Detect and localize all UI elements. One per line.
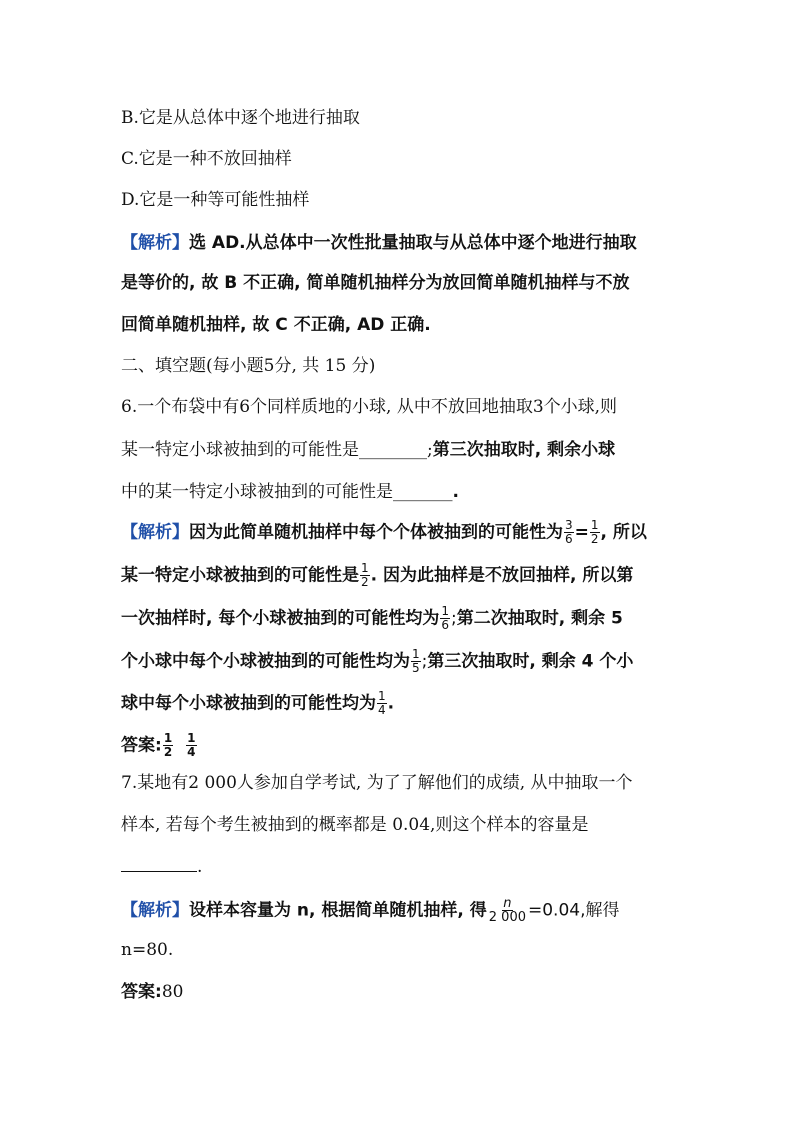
q7-line-1: 7.某地有2 000人参加自学考试, 为了了解他们的成绩, 从中抽取一个	[121, 773, 633, 793]
solution-tag: 【解析】	[121, 522, 189, 543]
answer-fraction-1-4: $\frac{1}{4}$	[187, 731, 196, 759]
q6-solution-text-2a: 某一特定小球被抽到的可能性是	[121, 565, 359, 586]
option-c: C.它是一种不放回抽样	[121, 149, 292, 169]
answer-value: 80	[161, 982, 184, 1002]
q7-line-2: 样本, 若每个考生被抽到的概率都是 0.04,则这个样本的容量是	[121, 815, 589, 835]
q6-line-2-a: 某一特定小球被抽到的可能性是________;	[121, 440, 433, 460]
section-heading: 二、填空题(每小题5分, 共 15 分)	[121, 356, 376, 376]
q6-solution-line-2	[121, 562, 684, 589]
q6-solution-line-4	[121, 648, 684, 675]
option-b: B.它是从总体中逐个地进行抽取	[121, 108, 360, 128]
q6-solution-line-5	[121, 690, 684, 717]
fraction-1-2: $\frac{1}{2}$	[590, 518, 599, 546]
q7-line-3-period: .	[197, 857, 203, 877]
q6-solution-text-3a: 一次抽样时, 每个小球被抽到的可能性均为	[121, 608, 440, 629]
q6-line-2-b: 第三次抽取时, 剩余小球	[432, 440, 616, 460]
q7-solution-line-2: n=80.	[121, 940, 174, 960]
fraction-3-6: $\frac{3}{6}$	[565, 518, 573, 546]
q7-line-3	[121, 855, 684, 879]
option-d: D.它是一种等可能性抽样	[121, 190, 310, 210]
solution-tag: 【解析】	[121, 233, 189, 253]
q7-solution-text-1b: =0.04,解得	[528, 900, 620, 921]
answer-label: 答案:	[121, 735, 162, 756]
fraction-1-6: $\frac{1}{6}$	[441, 604, 450, 632]
equals-sign: =	[574, 522, 589, 543]
q6-solution-text-5a: 球中每个小球被抽到的可能性均为	[121, 693, 376, 714]
q6-solution-text-4b: ;	[421, 651, 428, 672]
answer-fraction-1-2: $\frac{1}{2}$	[163, 731, 173, 759]
q6-solution-text-4c: 第三次抽取时, 剩余 4 个小	[427, 651, 634, 672]
q6-solution-text-2b: . 因为此抽样是不放回抽样, 所以第	[370, 565, 634, 586]
q5-solution-line-3: 回简单随机抽样, 故 C 不正确, AD 正确.	[121, 315, 431, 335]
fraction-1-4: $\frac{1}{4}$	[378, 689, 386, 717]
fraction-n-2000: $\frac{n}{2 000}$	[488, 896, 526, 925]
q5-solution-line-2: 是等价的, 故 B 不正确, 简单随机抽样分为放回简单随机抽样与不放	[121, 273, 630, 293]
q6-solution-text-3c: 第二次抽取时, 剩余 5	[456, 608, 623, 629]
q6-solution-text-1a: 因为此简单随机抽样中每个个体被抽到的可能性为	[189, 522, 563, 543]
q6-line-1: 6.一个布袋中有6个同样质地的小球, 从中不放回地抽取3个小球,则	[121, 397, 618, 417]
q6-solution-text-3b: ;	[451, 608, 457, 629]
q6-line-3-b: .	[452, 482, 459, 502]
fraction-1-5: $\frac{1}{5}$	[412, 647, 420, 675]
q7-solution-text-1a: 设样本容量为 n, 根据简单随机抽样, 得	[189, 900, 487, 921]
solution-tag: 【解析】	[121, 900, 189, 921]
q7-solution-line-1	[121, 897, 684, 924]
q6-answer	[121, 732, 684, 759]
q5-solution-line-1	[121, 231, 684, 255]
q6-line-2	[121, 438, 684, 462]
fraction-1-2: $\frac{1}{2}$	[361, 561, 369, 589]
q6-line-3-a: 中的某一特定小球被抽到的可能性是_______	[121, 482, 453, 502]
q6-solution-line-1	[121, 519, 684, 546]
q7-answer	[121, 980, 684, 1004]
q6-solution-text-1b: , 所以	[600, 522, 647, 543]
q6-solution-text-4a: 个小球中每个小球被抽到的可能性均为	[121, 651, 410, 672]
q5-solution-text-1: 选 AD.从总体中一次性批量抽取与从总体中逐个地进行抽取	[189, 233, 637, 253]
q6-line-3	[121, 480, 684, 504]
q6-solution-line-3	[121, 605, 684, 632]
answer-label: 答案:	[121, 982, 162, 1002]
q6-solution-text-5b: .	[387, 693, 395, 714]
answer-blank	[121, 855, 197, 872]
